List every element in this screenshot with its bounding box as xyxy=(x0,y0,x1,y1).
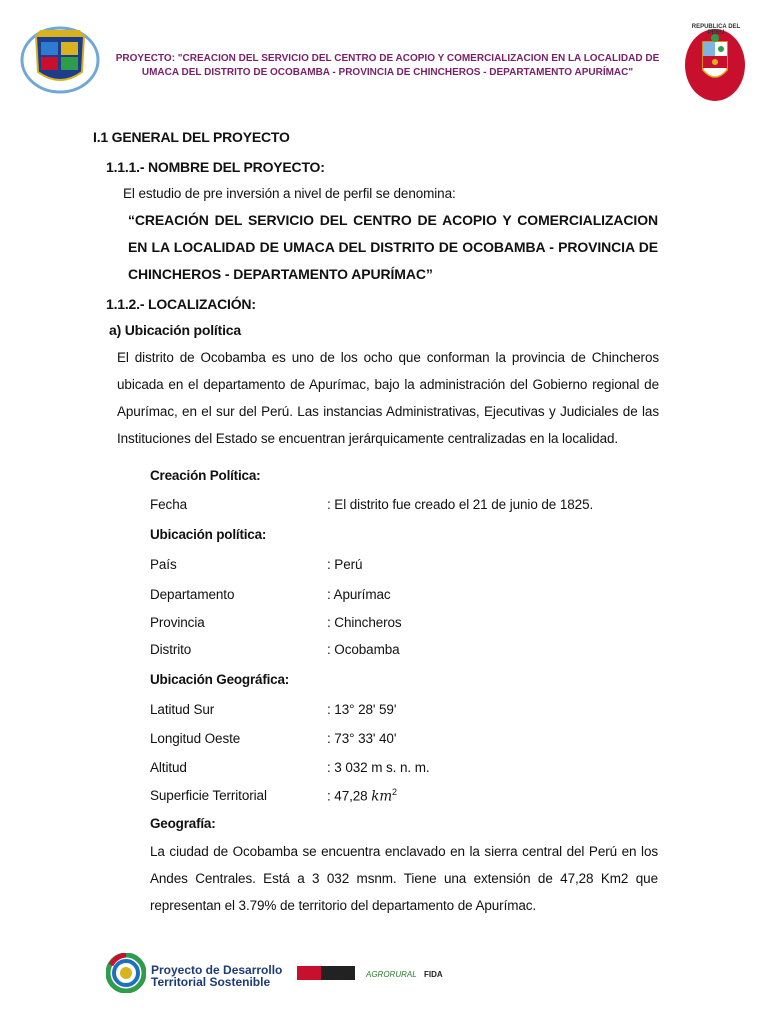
district-description-paragraph: El distrito de Ocobamba es uno de los ocho que conforman la provincia de Chincheros ubicada en el departamento de Apurímac, bajo la administración del Gobierno regional de Apurímac, en el sur del Perú. Las instancias Administrativas, Ejecutivas y Judiciales de las Instituciones del Estado se encuentran jerárquicamente centralizadas en la localidad. xyxy=(117,350,659,446)
superficie-label: Superficie Territorial xyxy=(150,788,267,803)
geographic-location-heading: Ubicación Geográfica: xyxy=(150,672,290,687)
seal-caption: REPUBLICA DEL PERU xyxy=(691,24,741,36)
longitud-value: : 73° 33' 40' xyxy=(327,731,397,746)
pdts-logo-text xyxy=(151,964,282,988)
pdts-logo-line2: Territorial Sostenible xyxy=(151,975,271,989)
ministry-flag-logo xyxy=(297,966,355,980)
superficie-value: : 47,28 xyxy=(327,788,372,804)
fecha-label: Fecha xyxy=(150,497,188,512)
latitud-label: Latitud Sur xyxy=(150,702,215,717)
longitud-label: Longitud Oeste xyxy=(150,731,241,746)
departamento-label: Departamento xyxy=(150,587,235,602)
political-location-heading: a) Ubicación política xyxy=(109,322,241,338)
latitud-value: : 13° 28' 59' xyxy=(327,702,397,717)
superficie-exponent: 2 xyxy=(392,787,397,797)
geography-heading: Geografía: xyxy=(150,816,216,831)
pdts-circle-logo xyxy=(106,953,146,993)
geography-paragraph: La ciudad de Ocobamba se encuentra enclavado en la sierra central del Perú en los Andes Centrales. Está a 3 032 msnm. Tiene una extensión de 47,28 Km2 que representan el 3.79% de territorio del departamento de Apurímac. xyxy=(150,844,658,913)
agrorural-logo: AGRORURAL xyxy=(366,970,417,979)
superficie-value-row xyxy=(327,787,397,805)
political-location-subheading: Ubicación política: xyxy=(150,527,267,542)
altitud-label: Altitud xyxy=(150,760,187,775)
project-full-name: “CREACIÓN DEL SERVICIO DEL CENTRO DE ACOPIO Y COMERCIALIZACION EN LA LOCALIDAD DE UMACA DEL DISTRITO DE OCOBAMBA - PROVINCIA DE CHINCHEROS - DEPARTAMENTO APURÍMAC” xyxy=(128,212,658,282)
peru-national-seal xyxy=(680,20,750,104)
superficie-unit: km xyxy=(371,788,393,805)
subsection-name-heading: 1.1.1.- NOMBRE DEL PROYECTO: xyxy=(106,159,325,175)
pdts-logo-line1: Proyecto de Desarrollo xyxy=(151,963,283,977)
fida-logo: FIDA xyxy=(424,970,443,979)
section-heading: I.1 GENERAL DEL PROYECTO xyxy=(93,129,290,145)
distrito-label: Distrito xyxy=(150,642,192,657)
altitud-value: : 3 032 m s. n. m. xyxy=(327,760,430,775)
fecha-value: : El distrito fue creado el 21 de junio de 1825. xyxy=(327,497,594,512)
pais-value: : Perú xyxy=(327,557,363,572)
subsection-location-heading: 1.1.2.- LOCALIZACIÓN: xyxy=(106,296,256,312)
municipal-crest-logo xyxy=(20,22,100,94)
pais-label: País xyxy=(150,557,177,572)
document-header-title: PROYECTO: "CREACION DEL SERVICIO DEL CENTRO DE ACOPIO Y COMERCIALIZACION EN LA LOCALIDAD DE UMACA DEL DISTRITO DE OCOBAMBA - PROVINCIA DE CHINCHEROS - DEPARTAMENTO APURÍMAC" xyxy=(115,53,660,78)
distrito-value: : Ocobamba xyxy=(327,642,400,657)
provincia-value: : Chincheros xyxy=(327,615,402,630)
departamento-value: : Apurímac xyxy=(327,587,391,602)
political-creation-heading: Creación Política: xyxy=(150,468,261,483)
provincia-label: Provincia xyxy=(150,615,205,630)
project-name-intro: El estudio de pre inversión a nivel de perfil se denomina: xyxy=(123,186,456,201)
